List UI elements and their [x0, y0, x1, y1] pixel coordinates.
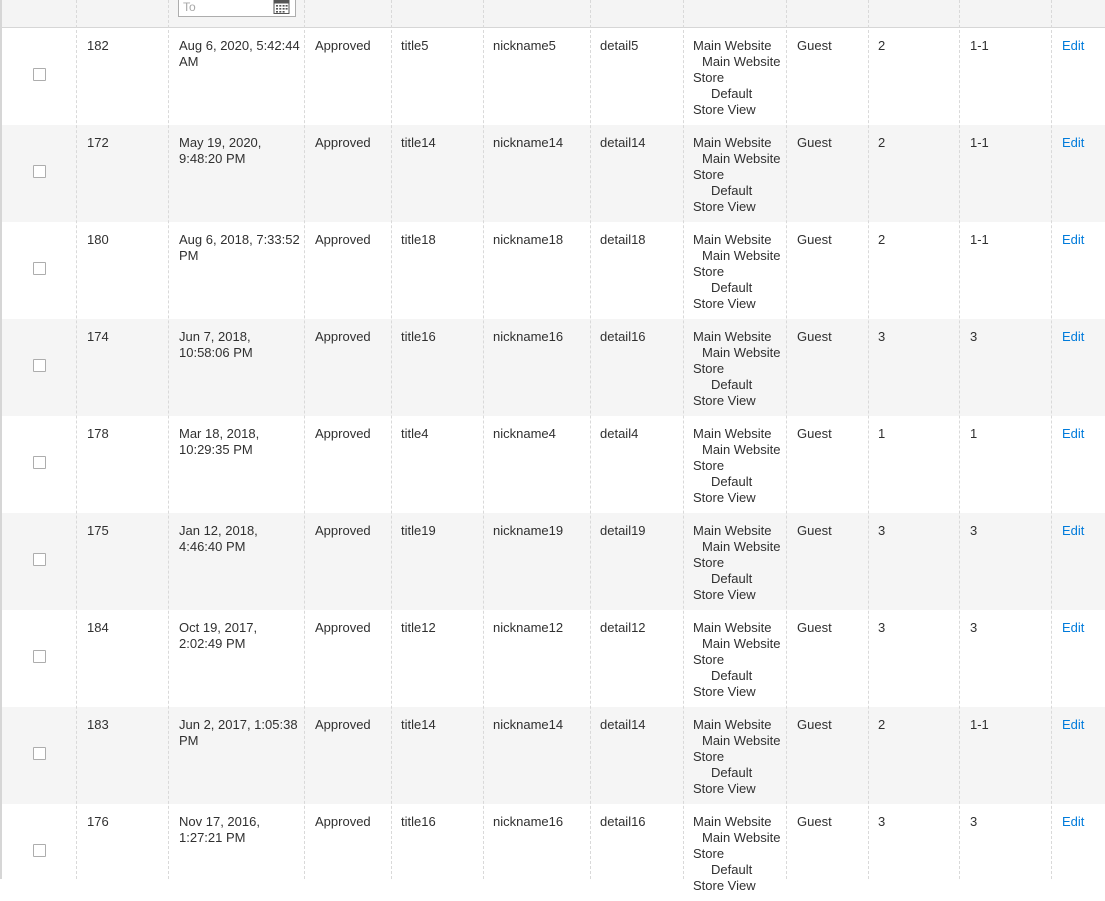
store-scope-label: Store [693, 458, 725, 473]
cell-action [1062, 610, 1105, 707]
column-divider [868, 0, 869, 879]
cell-id: 174 [87, 329, 109, 344]
cell-id: 184 [87, 620, 109, 635]
store-scope-label: Main Website [702, 539, 781, 554]
cell-id: 183 [87, 717, 109, 732]
store-scope-label: Main Website [702, 151, 781, 166]
store-scope-label: Main Website [693, 135, 772, 150]
cell-type: Guest [797, 523, 832, 538]
cell-value: 3 [970, 814, 978, 829]
store-scope-label: Main Website [693, 523, 772, 538]
cell-visibility [693, 610, 785, 707]
row-select-checkbox[interactable] [33, 553, 46, 566]
cell-nickname: nickname5 [493, 38, 556, 53]
cell-detail: detail19 [600, 523, 646, 538]
store-scope-label: Default [711, 668, 753, 683]
edit-link[interactable]: Edit [1062, 232, 1085, 247]
cell-detail: detail14 [600, 717, 646, 732]
cell-detail: detail16 [600, 814, 646, 829]
row-select-checkbox[interactable] [33, 68, 46, 81]
cell-action [1062, 416, 1105, 513]
cell-id: 182 [87, 38, 109, 53]
column-divider [483, 0, 484, 879]
store-scope-label: Store [693, 70, 725, 85]
column-divider [590, 0, 591, 879]
cell-title: title12 [401, 620, 436, 635]
cell-value: 1-1 [970, 38, 989, 53]
cell-id: 180 [87, 232, 109, 247]
cell-action [1062, 513, 1105, 610]
cell-action [1062, 125, 1105, 222]
cell-value: 3 [970, 620, 978, 635]
edit-link[interactable]: Edit [1062, 814, 1085, 829]
cell-id: 178 [87, 426, 109, 441]
cell-visibility [693, 222, 785, 319]
cell-status: Approved [315, 523, 371, 538]
edit-link[interactable]: Edit [1062, 135, 1085, 150]
edit-link[interactable]: Edit [1062, 38, 1085, 53]
calendar-icon[interactable] [273, 0, 290, 15]
store-scope-label: Store View [693, 102, 756, 117]
cell-detail: detail5 [600, 38, 639, 53]
cell-created: Jun 2, 2017, 1:05:38 PM [179, 717, 298, 748]
cell-status: Approved [315, 232, 371, 247]
cell-detail: detail14 [600, 135, 646, 150]
cell-value: 3 [970, 523, 978, 538]
cell-detail: detail4 [600, 426, 639, 441]
store-scope-label: Main Website [702, 54, 781, 69]
cell-nickname: nickname14 [493, 135, 564, 150]
store-scope-label: Main Website [702, 345, 781, 360]
cell-detail: detail18 [600, 232, 646, 247]
cell-value: 1-1 [970, 232, 989, 247]
cell-value: 1-1 [970, 717, 989, 732]
cell-action [1062, 707, 1105, 804]
cell-type: Guest [797, 814, 832, 829]
store-scope-label: Store View [693, 587, 756, 602]
cell-rating: 2 [878, 38, 886, 53]
store-scope-label: Main Website [702, 248, 781, 263]
cell-visibility [693, 416, 785, 513]
cell-id: 176 [87, 814, 109, 829]
cell-visibility [693, 28, 785, 125]
store-scope-label: Store View [693, 684, 756, 699]
cell-title: title18 [401, 232, 436, 247]
store-scope-label: Main Website [693, 232, 772, 247]
store-scope-label: Default [711, 377, 753, 392]
store-scope-label: Main Website [693, 426, 772, 441]
cell-rating: 2 [878, 717, 886, 732]
cell-nickname: nickname18 [493, 232, 564, 247]
edit-link[interactable]: Edit [1062, 620, 1085, 635]
cell-rating: 3 [878, 523, 886, 538]
cell-nickname: nickname4 [493, 426, 556, 441]
cell-type: Guest [797, 232, 832, 247]
row-select-checkbox[interactable] [33, 359, 46, 372]
cell-title: title16 [401, 329, 436, 344]
date-to-filter[interactable] [178, 0, 296, 17]
store-scope-label: Default [711, 862, 753, 877]
cell-type: Guest [797, 329, 832, 344]
cell-status: Approved [315, 38, 371, 53]
cell-nickname: nickname14 [493, 717, 564, 732]
cell-type: Guest [797, 426, 832, 441]
cell-id: 172 [87, 135, 109, 150]
store-scope-label: Store [693, 167, 725, 182]
row-select-checkbox[interactable] [33, 456, 46, 469]
store-scope-label: Store View [693, 199, 756, 214]
date-to-input[interactable] [179, 0, 269, 16]
store-scope-label: Main Website [693, 329, 772, 344]
cell-status: Approved [315, 620, 371, 635]
row-select-checkbox[interactable] [33, 747, 46, 760]
store-scope-label: Main Website [702, 442, 781, 457]
edit-link[interactable]: Edit [1062, 523, 1085, 538]
store-scope-label: Store [693, 361, 725, 376]
cell-created: May 19, 2020, 9:48:20 PM [179, 135, 262, 166]
cell-nickname: nickname16 [493, 329, 564, 344]
column-divider [304, 0, 305, 879]
cell-status: Approved [315, 717, 371, 732]
cell-action [1062, 319, 1105, 416]
store-scope-label: Store View [693, 878, 756, 893]
column-divider [391, 0, 392, 879]
cell-nickname: nickname19 [493, 523, 564, 538]
cell-created: Mar 18, 2018, 10:29:35 PM [179, 426, 260, 457]
cell-rating: 3 [878, 329, 886, 344]
cell-rating: 3 [878, 814, 886, 829]
cell-created: Oct 19, 2017, 2:02:49 PM [179, 620, 258, 651]
cell-title: title14 [401, 717, 436, 732]
store-scope-label: Store [693, 652, 725, 667]
cell-status: Approved [315, 426, 371, 441]
cell-action [1062, 222, 1105, 319]
store-scope-label: Main Website [702, 733, 781, 748]
cell-created: Aug 6, 2018, 7:33:52 PM [179, 232, 300, 263]
store-scope-label: Main Website [693, 717, 772, 732]
row-select-checkbox[interactable] [33, 650, 46, 663]
cell-action [1062, 804, 1105, 901]
cell-type: Guest [797, 717, 832, 732]
cell-value: 1 [970, 426, 978, 441]
store-scope-label: Store [693, 555, 725, 570]
cell-type: Guest [797, 135, 832, 150]
cell-visibility [693, 125, 785, 222]
cell-created: Aug 6, 2020, 5:42:44 AM [179, 38, 300, 69]
cell-nickname: nickname12 [493, 620, 564, 635]
cell-value: 1-1 [970, 135, 989, 150]
column-divider [168, 0, 169, 879]
cell-rating: 3 [878, 620, 886, 635]
cell-title: title14 [401, 135, 436, 150]
row-select-checkbox[interactable] [33, 262, 46, 275]
cell-detail: detail16 [600, 329, 646, 344]
cell-type: Guest [797, 38, 832, 53]
cell-rating: 2 [878, 232, 886, 247]
cell-created: Jun 7, 2018, 10:58:06 PM [179, 329, 253, 360]
store-scope-label: Store View [693, 393, 756, 408]
cell-title: title5 [401, 38, 429, 53]
column-divider [1051, 0, 1052, 879]
cell-title: title19 [401, 523, 436, 538]
cell-rating: 1 [878, 426, 886, 441]
cell-detail: detail12 [600, 620, 646, 635]
cell-created: Nov 17, 2016, 1:27:21 PM [179, 814, 260, 845]
cell-visibility [693, 319, 785, 416]
cell-visibility [693, 804, 785, 901]
store-scope-label: Main Website [693, 38, 772, 53]
store-scope-label: Main Website [702, 830, 781, 845]
cell-value: 3 [970, 329, 978, 344]
column-divider [786, 0, 787, 879]
store-scope-label: Store [693, 264, 725, 279]
cell-created: Jan 12, 2018, 4:46:40 PM [179, 523, 258, 554]
column-divider [76, 0, 77, 879]
cell-visibility [693, 707, 785, 804]
store-scope-label: Store View [693, 490, 756, 505]
cell-status: Approved [315, 329, 371, 344]
store-scope-label: Store [693, 749, 725, 764]
cell-status: Approved [315, 814, 371, 829]
row-select-checkbox[interactable] [33, 165, 46, 178]
cell-title: title16 [401, 814, 436, 829]
cell-visibility [693, 513, 785, 610]
store-scope-label: Default [711, 183, 753, 198]
store-scope-label: Main Website [693, 814, 772, 829]
store-scope-label: Default [711, 765, 753, 780]
edit-link[interactable]: Edit [1062, 717, 1085, 732]
row-select-checkbox[interactable] [33, 844, 46, 857]
store-scope-label: Default [711, 474, 753, 489]
cell-id: 175 [87, 523, 109, 538]
store-scope-label: Store View [693, 296, 756, 311]
column-divider [683, 0, 684, 879]
cell-status: Approved [315, 135, 371, 150]
store-scope-label: Default [711, 86, 753, 101]
edit-link[interactable]: Edit [1062, 426, 1085, 441]
cell-title: title4 [401, 426, 429, 441]
cell-type: Guest [797, 620, 832, 635]
column-divider [959, 0, 960, 879]
cell-action [1062, 28, 1105, 125]
cell-rating: 2 [878, 135, 886, 150]
store-scope-label: Main Website [693, 620, 772, 635]
store-scope-label: Store View [693, 781, 756, 796]
edit-link[interactable]: Edit [1062, 329, 1085, 344]
store-scope-label: Store [693, 846, 725, 861]
store-scope-label: Main Website [702, 636, 781, 651]
store-scope-label: Default [711, 571, 753, 586]
cell-nickname: nickname16 [493, 814, 564, 829]
store-scope-label: Default [711, 280, 753, 295]
